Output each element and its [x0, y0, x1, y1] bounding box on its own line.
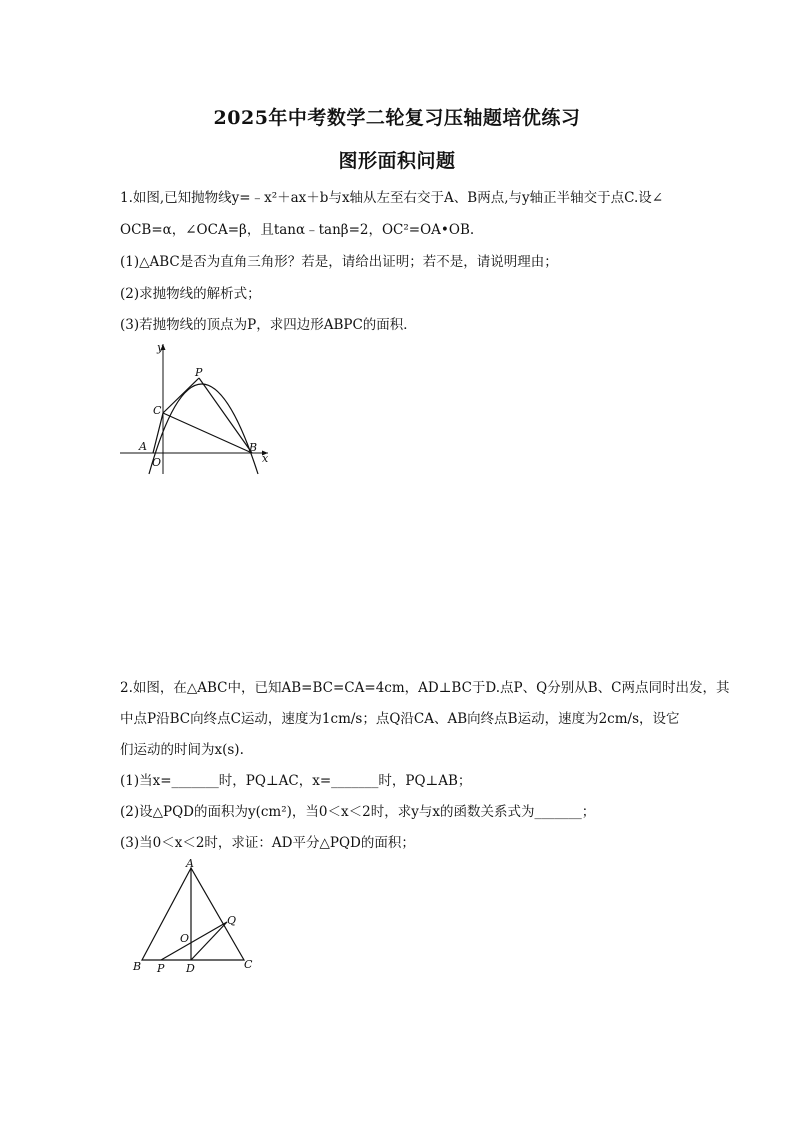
- q2-label-A: A: [186, 857, 194, 870]
- q2-label-D: D: [186, 962, 195, 975]
- q2-figure: [128, 856, 258, 976]
- q1-text-line-2: OCB=α，∠OCA=β，且tanα﹣tanβ=2，OC²=OA•OB.: [120, 222, 475, 238]
- q2-text-line-2: 中点P沿BC向终点C运动，速度为1cm/s；点Q沿CA、AB向终点B运动，速度为2cm/s，设它: [120, 711, 680, 727]
- q2-label-B: B: [133, 960, 142, 973]
- q1-label-C: C: [153, 404, 162, 417]
- q1-label-P: P: [195, 366, 203, 379]
- q2-text-line-1: 2.如图，在△ABC中，已知AB=BC=CA=4cm，AD⊥BC于D.点P、Q分别从B、C两点同时出发，其: [120, 680, 730, 696]
- page-subtitle: 图形面积问题: [338, 150, 456, 172]
- q2-label-C: C: [244, 958, 253, 971]
- q2-label-P: P: [157, 962, 165, 975]
- q1-label-x: x: [262, 452, 269, 465]
- q1-text-line-1: 1.如图,已知抛物线y=﹣x²＋ax＋b与x轴从左至右交于A、B两点,与y轴正半轴交于点C.设∠: [120, 190, 664, 206]
- q1-part-3: (3)若抛物线的顶点为P，求四边形ABPC的面积．: [120, 317, 417, 333]
- q1-label-B: B: [249, 441, 258, 454]
- q2-label-O: O: [180, 932, 190, 945]
- q2-part-2: (2)设△PQD的面积为y(cm²)，当0＜x＜2时，求y与x的函数关系式为_______；: [120, 804, 596, 820]
- q1-part-2: (2)求抛物线的解析式；: [120, 286, 261, 302]
- q1-label-A: A: [139, 440, 147, 453]
- q1-label-O: O: [152, 456, 162, 469]
- page-title: 2025年中考数学二轮复习压轴题培优练习: [213, 107, 581, 129]
- q2-label-Q: Q: [227, 914, 237, 927]
- q1-part-1: (1)△ABC是否为直角三角形？若是，请给出证明；若不是，请说明理由；: [120, 254, 558, 270]
- q2-text-line-3: 们运动的时间为x(s).: [120, 742, 244, 758]
- q1-label-y: y: [157, 341, 164, 354]
- q2-part-1: (1)当x=_______时，PQ⊥AC，x=_______时，PQ⊥AB；: [120, 773, 472, 789]
- q2-part-3: (3)当0＜x＜2时，求证：AD平分△PQD的面积；: [120, 835, 415, 851]
- q1-figure: [115, 338, 275, 478]
